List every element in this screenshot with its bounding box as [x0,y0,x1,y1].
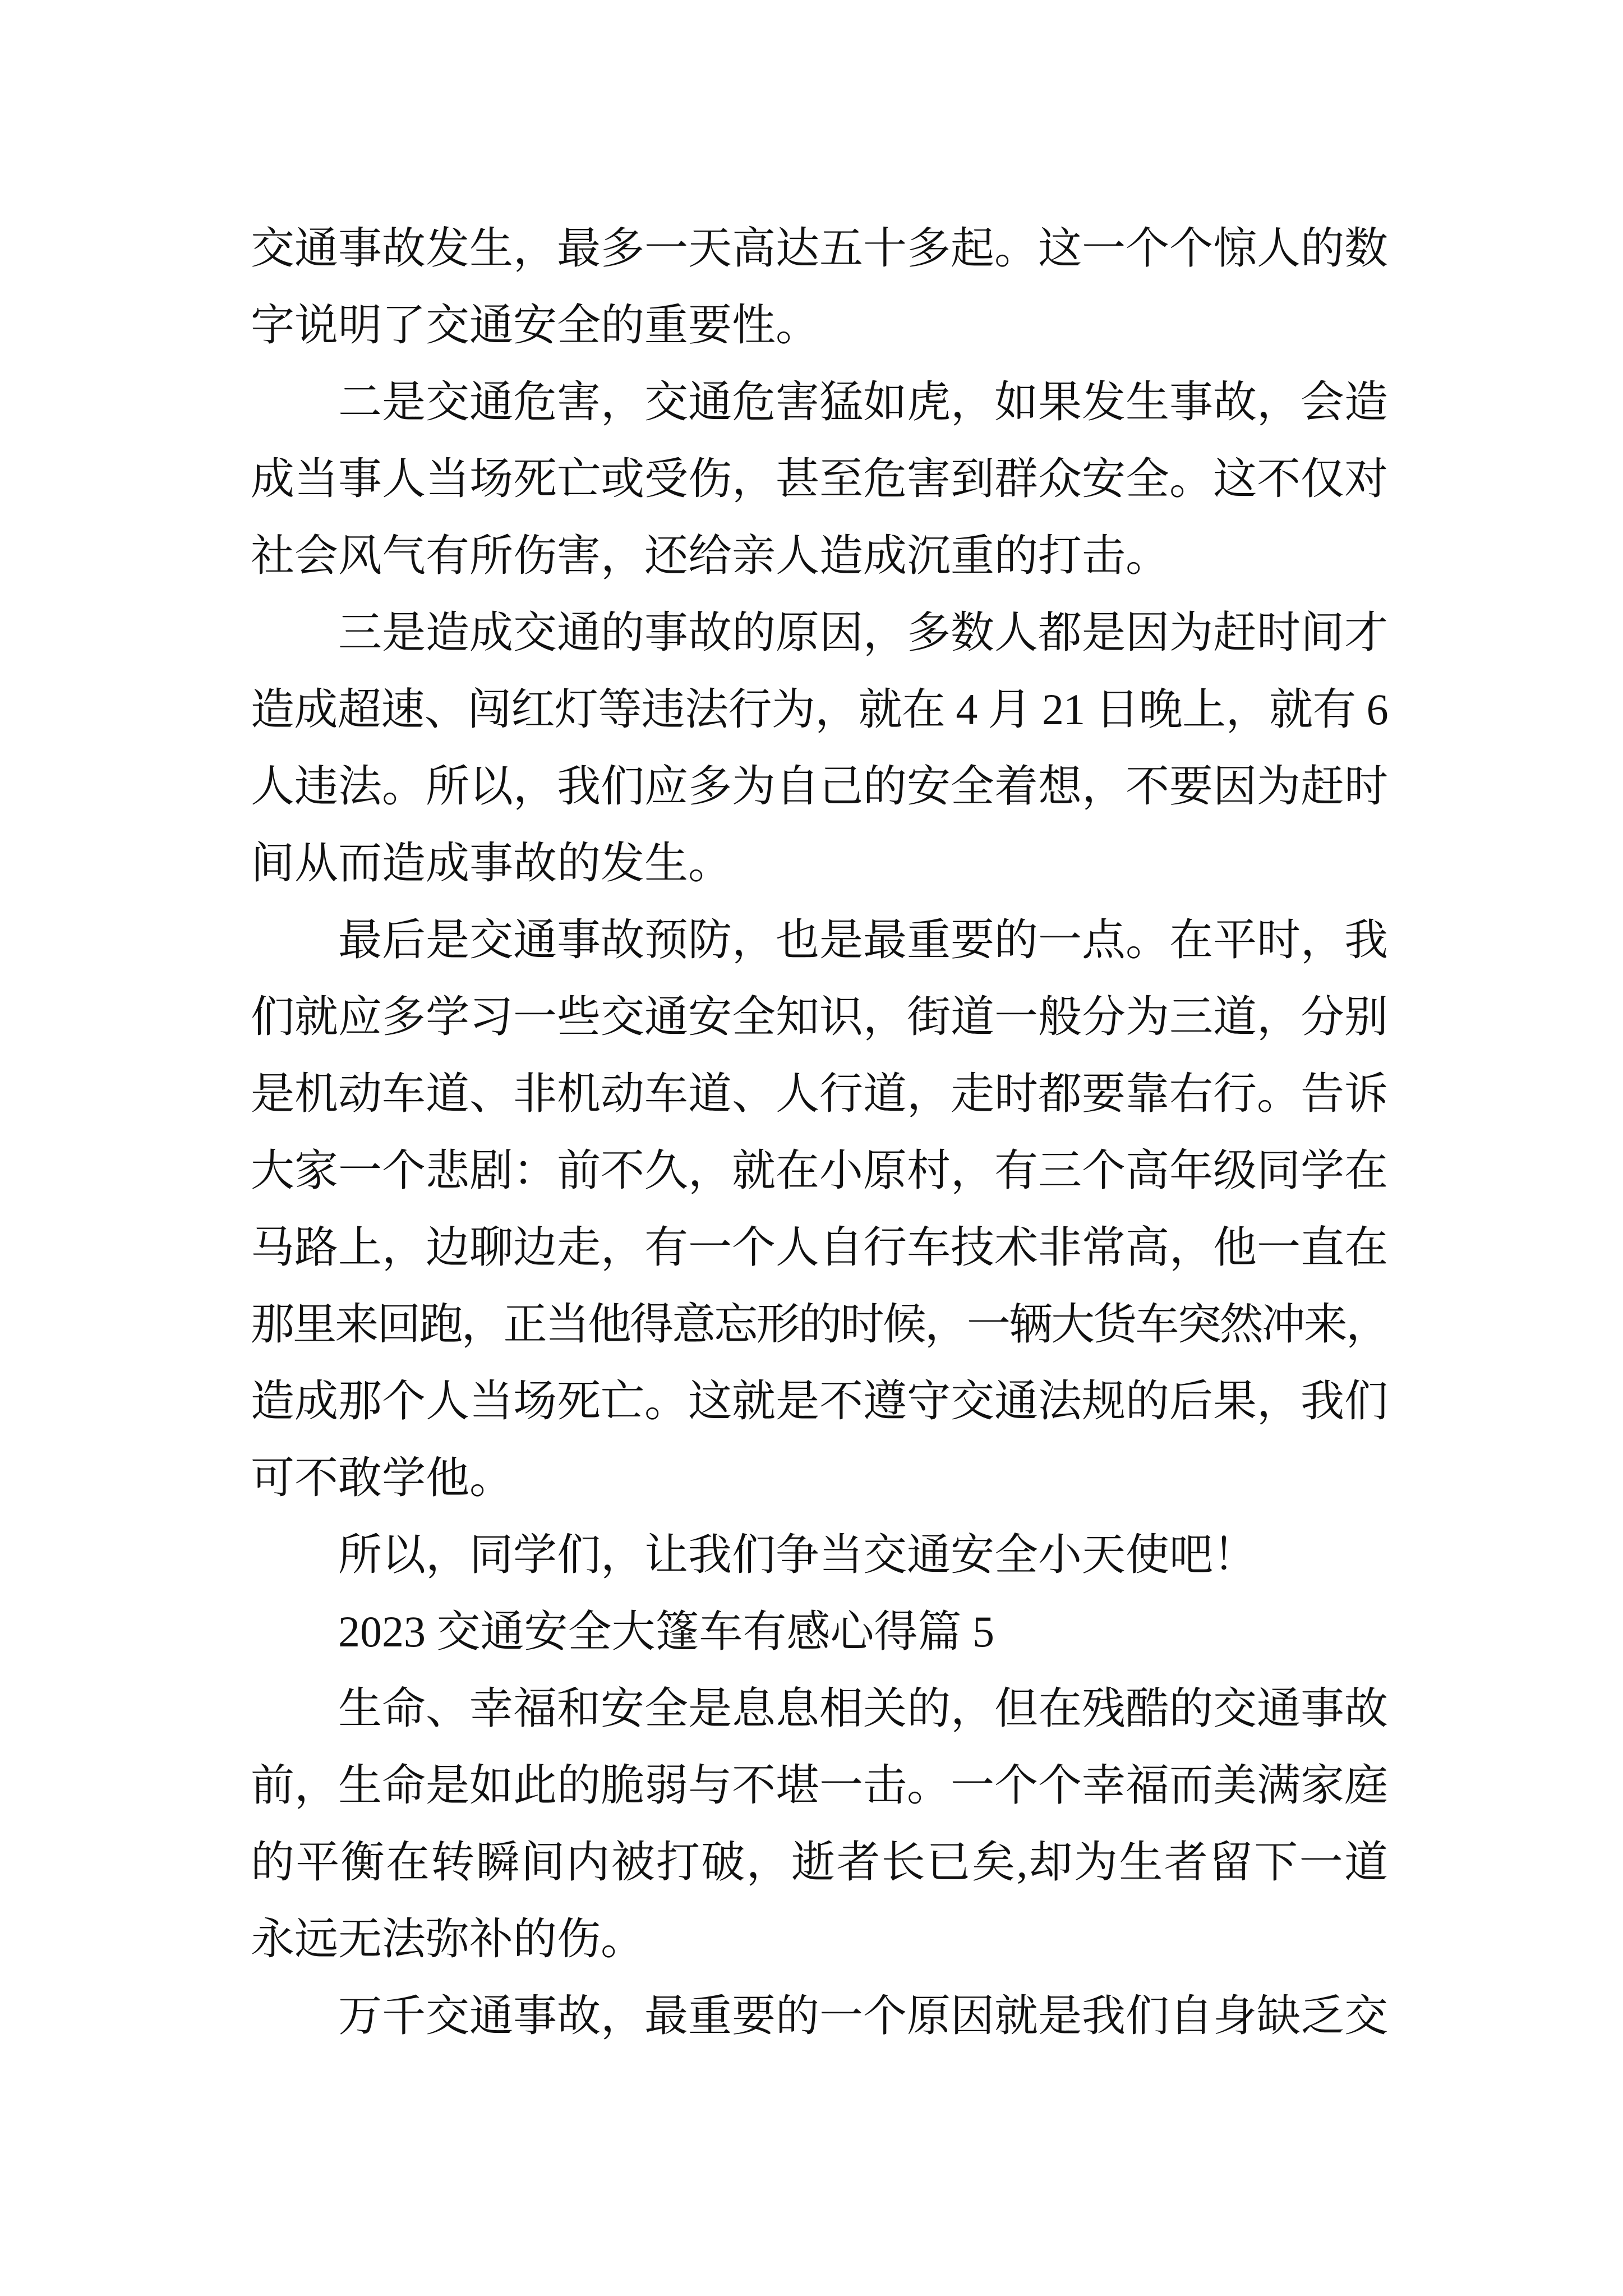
text-line: 造成超速、闯红灯等违法行为，就在 4 月 21 日晚上，就有 6 [251,685,1388,734]
text-line: 是机动车道、非机动车道、人行道，走时都要靠右行。告诉 [251,1069,1389,1118]
text-line: 生命、幸福和安全是息息相关的，但在残酷的交通事故 [338,1684,1389,1733]
text-line: 造成那个人当场死亡。这就是不遵守交通法规的后果，我们 [251,1377,1389,1425]
paragraph [251,1670,1388,1977]
text-line: 可不敢学他。 [251,1453,514,1502]
text-line: 的平衡在转瞬间内被打破，逝者长已矣,却为生者留下一道 [251,1838,1388,1887]
text-line: 三是造成交通的事故的原因，多数人都是因为赶时间才 [338,608,1389,657]
text-line: 人违法。所以，我们应多为自己的安全着想，不要因为赶时 [251,762,1389,811]
paragraph [251,901,1388,1516]
text-line: 社会风气有所伤害，还给亲人造成沉重的打击。 [251,531,1170,580]
text-line: 字说明了交通安全的重要性。 [251,301,820,349]
heading-line: 2023 交通安全大篷车有感心得篇 5 [338,1607,995,1656]
text-line: 交通事故发生，最多一天高达五十多起。这一个个惊人的数 [251,224,1389,273]
text-line: 成当事人当场死亡或受伤，甚至危害到群众安全。这不仅对 [251,454,1389,503]
paragraph [251,594,1388,901]
text-line: 马路上，边聊边走，有一个人自行车技术非常高，他一直在 [251,1223,1389,1272]
section-heading [251,1593,1388,1670]
text-line: 二是交通危害，交通危害猛如虎，如果发生事故，会造 [338,378,1389,426]
text-line: 那里来回跑，正当他得意忘形的时候，一辆大货车突然冲来， [251,1300,1388,1349]
paragraph [251,1977,1388,2054]
text-line: 间从而造成事故的发生。 [251,839,732,887]
text-line: 前，生命是如此的脆弱与不堪一击。一个个幸福而美满家庭 [251,1761,1389,1810]
text-line: 大家一个悲剧：前不久，就在小原村，有三个高年级同学在 [251,1146,1389,1195]
body-text [251,210,1388,2054]
text-line: 们就应多学习一些交通安全知识，街道一般分为三道，分别 [251,992,1389,1041]
paragraph [251,1516,1388,1593]
text-line: 最后是交通事故预防，也是最重要的一点。在平时，我 [338,915,1389,964]
text-line: 万千交通事故，最重要的一个原因就是我们自身缺乏交 [338,1991,1389,2040]
text-line: 永远无法弥补的伤。 [251,1915,645,1963]
paragraph [251,210,1388,364]
paragraph [251,364,1388,594]
text-line: 所以，同学们，让我们争当交通安全小天使吧！ [338,1530,1257,1579]
